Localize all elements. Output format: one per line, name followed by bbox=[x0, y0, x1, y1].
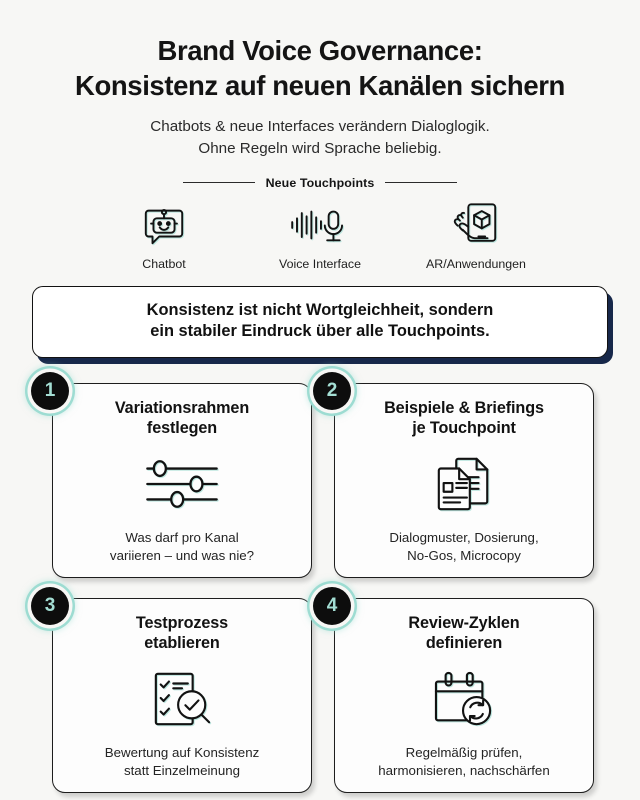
callout-line-2: ein stabiler Eindruck über alle Touchpoints. bbox=[150, 322, 490, 341]
key-message-callout bbox=[32, 286, 608, 359]
title-line-2: je Touchpoint bbox=[412, 418, 516, 437]
desc-line-1: Regelmäßig prüfen, bbox=[405, 745, 523, 761]
step-card-title bbox=[408, 614, 519, 654]
callout-text bbox=[51, 300, 589, 344]
microphone-waveform-icon bbox=[289, 199, 351, 251]
divider-rule-left bbox=[183, 182, 255, 183]
step-card-slot-2 bbox=[326, 380, 594, 578]
checklist-magnifier-icon bbox=[150, 654, 214, 744]
title-line-2: etablieren bbox=[144, 633, 220, 652]
step-card-1 bbox=[52, 383, 312, 578]
step-card-title bbox=[384, 399, 544, 439]
divider-rule-right bbox=[385, 182, 457, 183]
desc-line-1: Dialogmuster, Dosierung, bbox=[389, 530, 539, 546]
step-number-badge-2: 2 bbox=[313, 372, 351, 410]
subtitle-line-2: Ohne Regeln wird Sprache beliebig. bbox=[198, 139, 442, 157]
sliders-settings-icon bbox=[143, 439, 221, 529]
title-line-2: festlegen bbox=[146, 418, 218, 437]
touchpoints-divider bbox=[30, 176, 610, 190]
title-line-1: Beispiele & Briefings bbox=[384, 399, 544, 418]
step-card-4 bbox=[334, 598, 594, 793]
touchpoint-label: AR/Anwendungen bbox=[426, 256, 526, 271]
step-number-badge-4: 4 bbox=[313, 587, 351, 625]
documents-pages-icon bbox=[433, 439, 495, 529]
step-card-title bbox=[115, 399, 249, 439]
step-number-badge-1: 1 bbox=[31, 372, 69, 410]
chatbot-speech-bubble-icon bbox=[141, 199, 187, 251]
step-card-description bbox=[389, 529, 538, 564]
touchpoint-label: Voice Interface bbox=[279, 256, 361, 271]
page-subtitle bbox=[30, 116, 610, 159]
header bbox=[30, 0, 610, 160]
desc-line-2: No-Gos, Microcopy bbox=[407, 547, 521, 563]
step-card-description bbox=[378, 744, 549, 779]
calendar-refresh-icon bbox=[431, 654, 497, 744]
step-card-3 bbox=[52, 598, 312, 793]
step-card-2 bbox=[334, 383, 594, 578]
desc-line-1: Was darf pro Kanal bbox=[125, 530, 239, 546]
touchpoints-section bbox=[30, 176, 610, 271]
hand-tablet-cube-icon bbox=[451, 199, 501, 251]
step-number-badge-3: 3 bbox=[31, 587, 69, 625]
desc-line-2: statt Einzelmeinung bbox=[123, 762, 241, 778]
page-title bbox=[30, 33, 610, 103]
step-card-description bbox=[110, 529, 254, 564]
title-line-2: definieren bbox=[425, 633, 503, 652]
subtitle-line-1: Chatbots & neue Interfaces verändern Dialoglogik. bbox=[150, 118, 490, 136]
title-line-1: Variationsrahmen bbox=[114, 399, 250, 418]
touchpoint-label: Chatbot bbox=[142, 256, 186, 271]
callout-line-1: Konsistenz ist nicht Wortgleichheit, sondern bbox=[146, 300, 494, 319]
touchpoints-section-label: Neue Touchpoints bbox=[265, 175, 375, 190]
desc-line-2: variieren – und was nie? bbox=[109, 547, 255, 563]
title-line-1: Review-Zyklen bbox=[408, 614, 520, 633]
step-card-slot-4 bbox=[326, 595, 594, 793]
touchpoints-list bbox=[30, 199, 610, 271]
desc-line-2: harmonisieren, nachschärfen bbox=[378, 762, 550, 778]
step-card-description bbox=[105, 744, 260, 779]
title-line-1: Testprozess bbox=[135, 614, 229, 633]
touchpoint-item-voice-interface bbox=[264, 199, 376, 271]
step-card-slot-3 bbox=[44, 595, 312, 793]
touchpoint-item-ar bbox=[420, 199, 532, 271]
step-card-slot-1 bbox=[44, 380, 312, 578]
callout-wrapper bbox=[30, 286, 610, 359]
desc-line-1: Bewertung auf Konsistenz bbox=[104, 745, 260, 761]
title-line-2: Konsistenz auf neuen Kanälen sichern bbox=[75, 70, 565, 102]
step-card-title bbox=[136, 614, 228, 654]
steps-grid bbox=[30, 380, 610, 793]
touchpoint-item-chatbot bbox=[108, 199, 220, 271]
title-line-1: Brand Voice Governance: bbox=[157, 35, 483, 66]
